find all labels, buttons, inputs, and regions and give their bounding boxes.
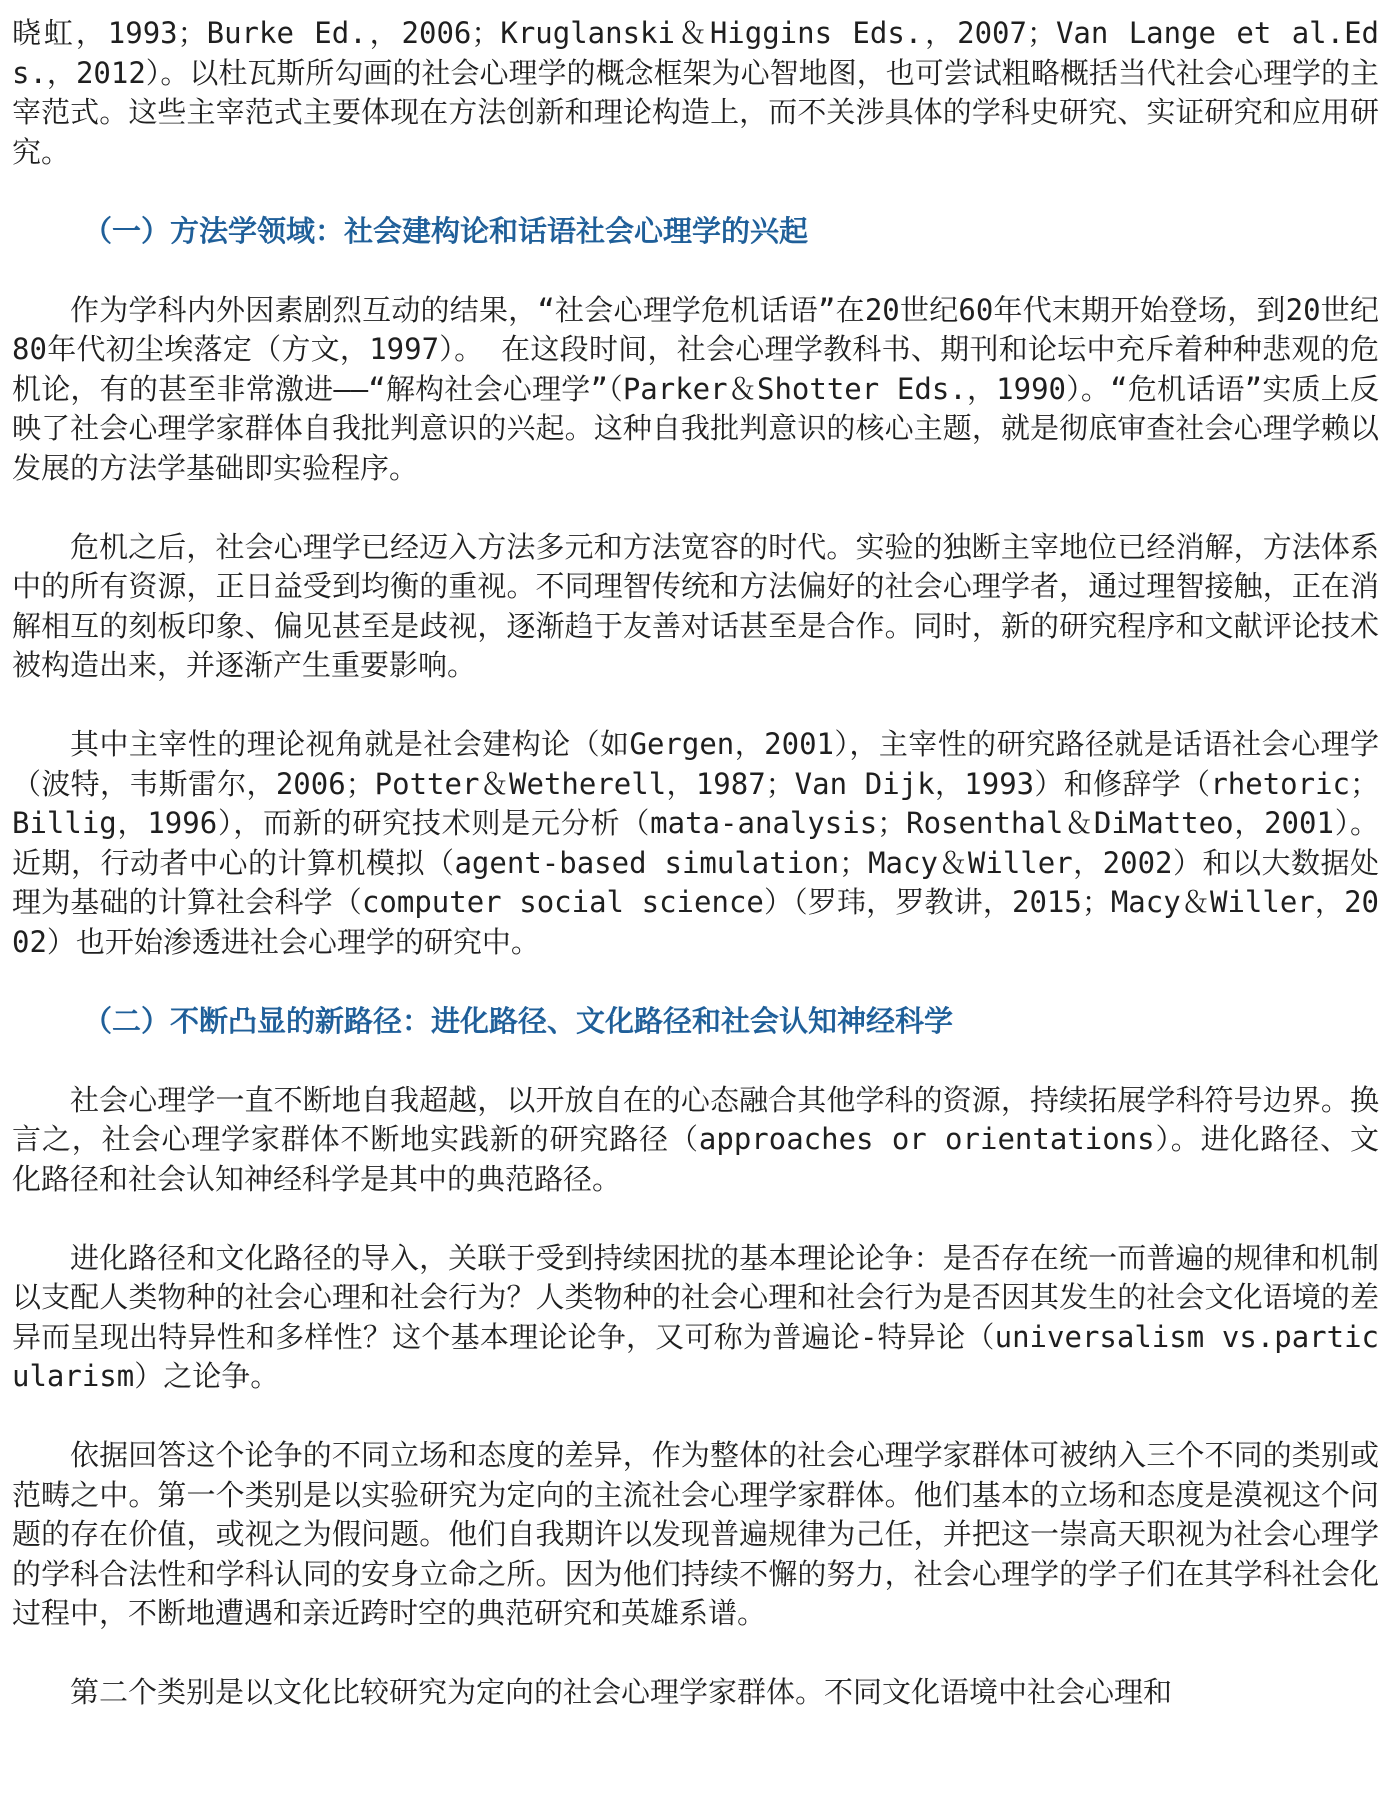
paragraph-opening: 晓虹，1993；Burke Ed.，2006；Kruglanski＆Higgins Eds.，2007；Van Lange et al.Eds.，2012）。以杜瓦斯所勾画的社会心理学的概念框架为心智地图，也可尝试粗略概括当代社会心理学的主宰范式。这些主宰范式主要体现在方法创新和理论构造上，而不关涉具体的学科史研究、实证研究和应用研究。 — [12, 16, 1379, 169]
section-heading-methodology: （一）方法学领域：社会建构论和话语社会心理学的兴起 — [83, 213, 809, 248]
paragraph-crisis-discourse: 作为学科内外因素剧烈互动的结果，“社会心理学危机话语”在20世纪60年代末期开始登场，到20世纪80年代初尘埃落定（方文，1997）。 在这段时间，社会心理学教科书、期刊和论坛中充斥着种种悲观的危机论，有的甚至非常激进——“解构社会心理学”（Parker＆Shotter Eds.，1990）。“危机话语”实质上反映了社会心理学家群体自我批判意识的兴起。这种自我批判意识的核心主题，就是彻底审查社会心理学赖以发展的方法学基础即实验程序。 — [12, 292, 1379, 485]
paragraph-second-category: 第二个类别是以文化比较研究为定向的社会心理学家群体。不同文化语境中社会心理和 — [70, 1675, 1173, 1709]
section-heading-new-approaches: （二）不断凸显的新路径：进化路径、文化路径和社会认知神经科学 — [83, 1003, 954, 1038]
paragraph-self-transcendence: 社会心理学一直不断地自我超越，以开放自在的心态融合其他学科的资源，持续拓展学科符号边界。换言之，社会心理学家群体不断地实践新的研究路径（approaches or orientations）。进化路径、文化路径和社会认知神经科学是其中的典范路径。 — [12, 1082, 1379, 1196]
paragraph-universalism-debate: 进化路径和文化路径的导入，关联于受到持续困扰的基本理论论争：是否存在统一而普遍的规律和机制以支配人类物种的社会心理和社会行为？人类物种的社会心理和社会行为是否因其发生的社会文化语境的差异而呈现出特异性和多样性？这个基本理论论争，又可称为普遍论-特异论（universalism vs.particularism）之论争。 — [12, 1240, 1379, 1393]
paragraph-method-pluralism: 危机之后，社会心理学已经迈入方法多元和方法宽容的时代。实验的独断主宰地位已经消解，方法体系中的所有资源，正日益受到均衡的重视。不同理智传统和方法偏好的社会心理学者，通过理智接触，正在消解相互的刻板印象、偏见甚至是歧视，逐渐趋于友善对话甚至是合作。同时，新的研究程序和文献评论技术被构造出来，并逐渐产生重要影响。 — [12, 529, 1379, 682]
paragraph-social-constructionism: 其中主宰性的理论视角就是社会建构论（如Gergen，2001），主宰性的研究路径就是话语社会心理学（波特，韦斯雷尔，2006；Potter＆Wetherell，1987；Van Dijk，1993）和修辞学（rhetoric；Billig，1996），而新的研究技术则是元分析（mata-analysis；Rosenthal＆DiMatteo，2001）。近期，行动者中心的计算机模拟（agent-based simulation；Macy＆Willer，2002）和以大数据处理为基础的计算社会科学（computer social science）（罗玮，罗教讲，2015；Macy＆Willer，2002）也开始渗透进社会心理学的研究中。 — [12, 727, 1379, 959]
paragraph-three-categories: 依据回答这个论争的不同立场和态度的差异，作为整体的社会心理学家群体可被纳入三个不同的类别或范畴之中。第一个类别是以实验研究为定向的主流社会心理学家群体。他们基本的立场和态度是漠视这个问题的存在价值，或视之为假问题。他们自我期许以发现普遍规律为己任，并把这一崇高天职视为社会心理学的学科合法性和学科认同的安身立命之所。因为他们持续不懈的努力，社会心理学的学子们在其学科社会化过程中，不断地遭遇和亲近跨时空的典范研究和英雄系谱。 — [12, 1438, 1379, 1630]
